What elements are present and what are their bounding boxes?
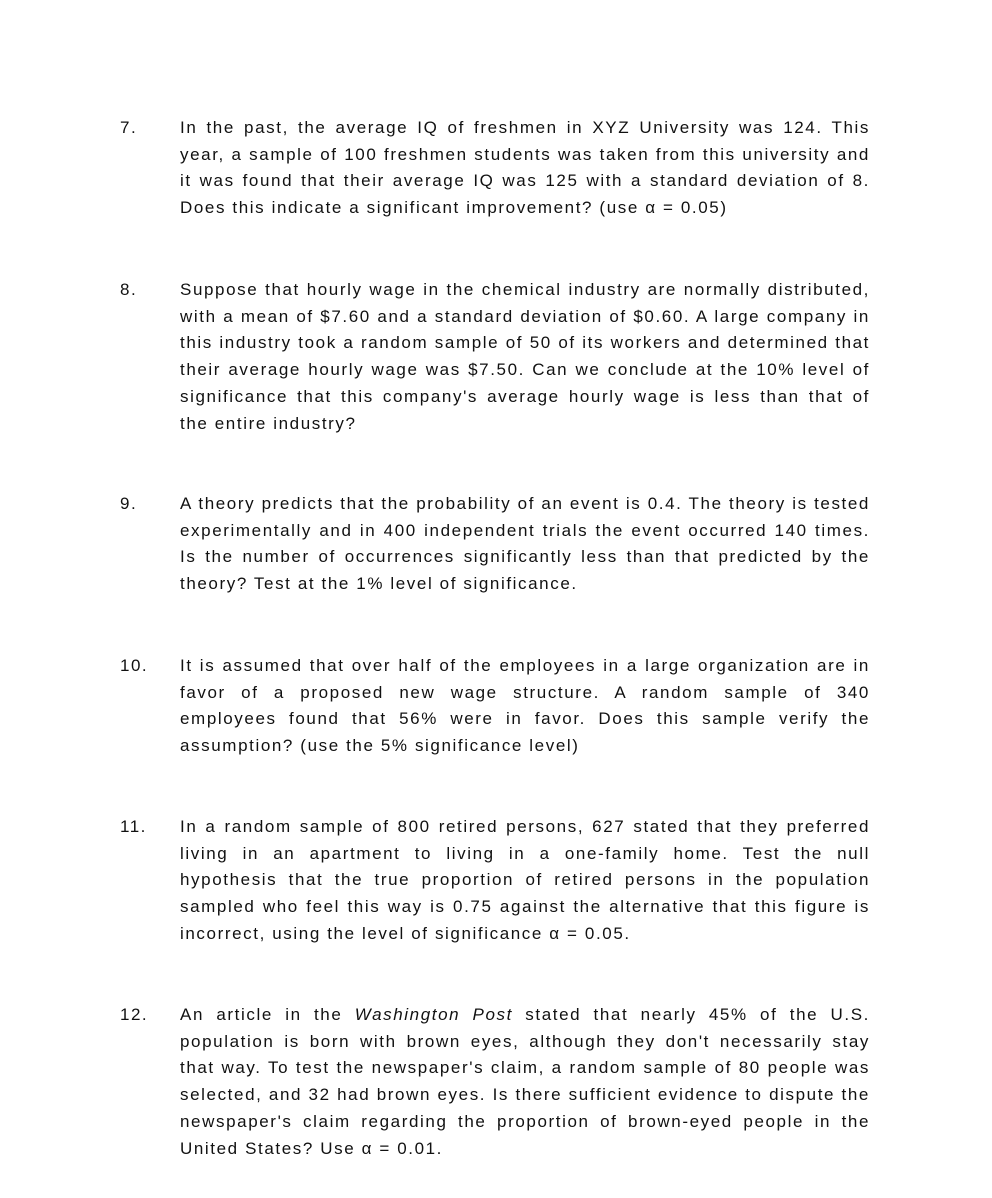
- problem-text: It is assumed that over half of the employees in a large organization are in favor of a proposed new wage structure. A random sample of 340 employees found that 56% were in favor. Does this sample verify the assumption? (use the 5% significance level): [180, 656, 870, 756]
- problem-number: 7.: [120, 118, 138, 137]
- problem-text: [180, 1002, 870, 1162]
- publication-title: Washington Post: [354, 1005, 513, 1024]
- problem-text: In a random sample of 800 retired persons, 627 stated that they preferred living in an apartment to living in a one-family home. Test the null hypothesis that the true proportion of retired persons in the population sampled who feel this way is 0.75 against the alternative that this figure is incorrect, using the level of significance α = 0.05.: [180, 817, 870, 943]
- problem-text-before: An article in the: [180, 1005, 355, 1024]
- problem-number: 11.: [120, 817, 147, 836]
- problem-number: 9.: [120, 494, 138, 513]
- problem-number: 8.: [120, 280, 138, 299]
- problem-text: A theory predicts that the probability of an event is 0.4. The theory is tested experimentally and in 400 independent trials the event occurred 140 times. Is the number of occurrences significantly less than that predicted by the theory? Test at the 1% level of significance.: [180, 494, 870, 594]
- problem-number: 12.: [120, 1005, 149, 1024]
- problem-text: Suppose that hourly wage in the chemical industry are normally distributed, with a mean of $7.60 and a standard deviation of $0.60. A large company in this industry took a random sample of 50 of its workers and determined that their average hourly wage was $7.50. Can we conclude at the 10% level of significance that this company's average hourly wage is less than that of the entire industry?: [180, 280, 870, 433]
- problem-text-after: stated that nearly 45% of the U.S. population is born with brown eyes, although they don't necessarily stay that way. To test the newspaper's claim, a random sample of 80 people was selected, and 32 had brown eyes. Is there sufficient evidence to dispute the newspaper's claim regarding the proportion of brown-eyed people in the United States? Use α = 0.01.: [180, 1005, 870, 1158]
- problem-text: In the past, the average IQ of freshmen in XYZ University was 124. This year, a sample of 100 freshmen students was taken from this university and it was found that their average IQ was 125 with a standard deviation of 8. Does this indicate a significant improvement? (use α = 0.05): [180, 118, 870, 218]
- problem-number: 10.: [120, 656, 149, 675]
